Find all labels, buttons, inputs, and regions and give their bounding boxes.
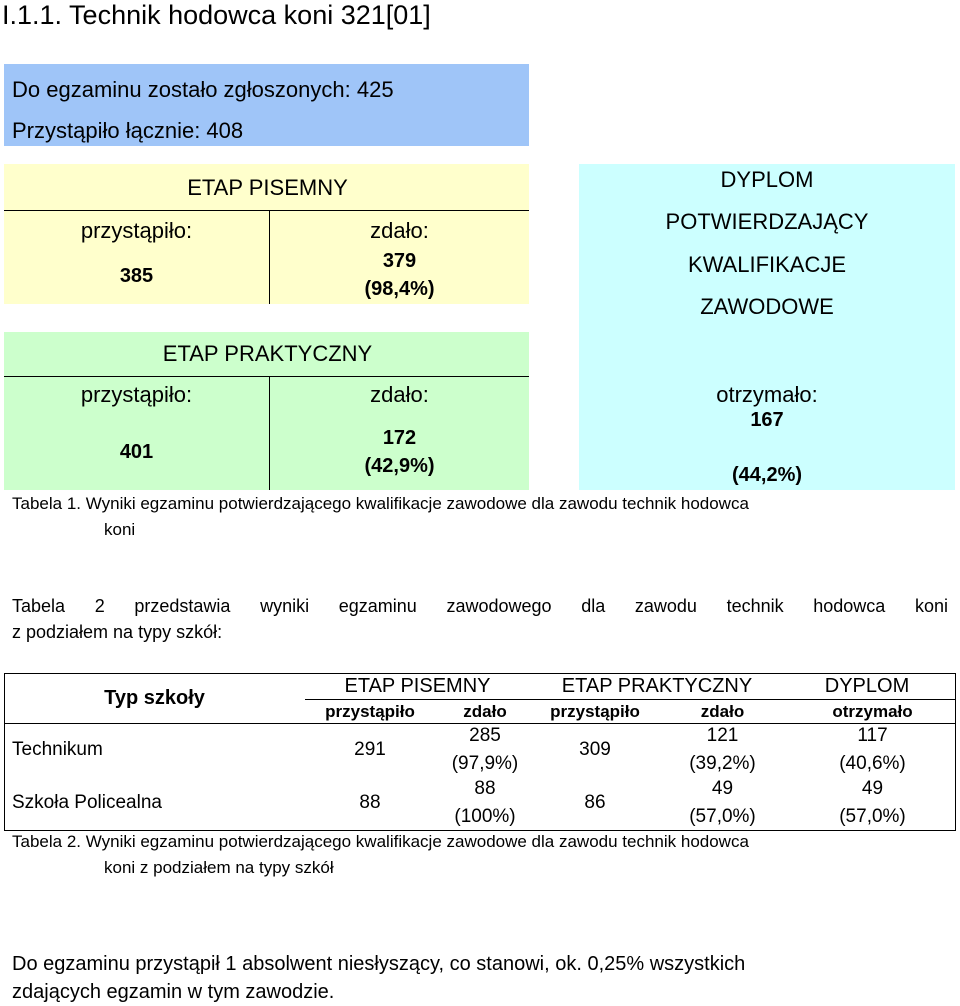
table-row-written-attended: 291 [354, 739, 386, 760]
diploma-received-pct: (44,2%) [731, 464, 803, 486]
table-row-written-attended: 88 [359, 792, 381, 813]
diploma-received-value: 167 [750, 409, 784, 431]
diploma-received-label: otrzymało: [716, 382, 818, 407]
footer-note-line1: Do egzaminu przystąpił 1 absolwent niesłyszący, co stanowi, ok. 0,25% wszystkich [12, 953, 746, 975]
total-attended: Przystąpiło łącznie: 408 [12, 118, 244, 143]
written-stage-title: ETAP PISEMNY [187, 175, 348, 200]
table-row-practical-attended: 309 [579, 739, 611, 760]
page-title: I.1.1. Technik hodowca koni 321[01] [2, 0, 431, 30]
table-row-practical-attended: 86 [584, 792, 606, 813]
practical-passed-value: 172 [382, 427, 417, 449]
header-school-type: Typ szkoły [104, 687, 205, 709]
written-attended-label: przystąpiło: [80, 218, 193, 243]
diploma-title-line1: DYPLOM [720, 167, 814, 192]
table-row-diploma-pct: (40,6%) [839, 753, 906, 774]
footer-note-line2: zdających egzamin w tym zawodzie. [12, 981, 335, 1003]
diploma-title-line4: ZAWODOWE [700, 294, 834, 319]
registered-count: Do egzaminu zostało zgłoszonych: 425 [12, 77, 394, 102]
practical-passed-pct: (42,9%) [364, 455, 435, 477]
summary-box [4, 64, 529, 146]
header-practical: ETAP PRAKTYCZNY [561, 675, 753, 697]
divider [4, 210, 529, 211]
written-attended-value: 385 [119, 265, 154, 287]
table-row-practical-pct: (57,0%) [689, 806, 756, 827]
diploma-title-line3: KWALIFIKACJE [687, 252, 847, 277]
footer-note [12, 950, 745, 1006]
divider [4, 376, 529, 377]
practical-stage-title: ETAP PRAKTYCZNY [162, 341, 373, 366]
table-row-written-passed: 285 [469, 725, 501, 746]
practical-attended-value: 401 [119, 441, 154, 463]
table-row-written-passed: 88 [474, 778, 496, 799]
practical-passed-label: zdało: [370, 382, 429, 407]
subheader-diploma-received: otrzymało [832, 702, 913, 721]
table-row-practical-passed: 121 [706, 725, 739, 746]
table-row-written-pct: (97,9%) [451, 753, 519, 774]
subheader-practical-attended: przystąpiło [550, 702, 640, 721]
subheader-written-passed: zdało [463, 702, 507, 721]
table2-caption-line1: Tabela 2. Wyniki egzaminu potwierdzającego kwalifikacje zawodowe dla zawodu technik hodowca [12, 832, 749, 851]
written-passed-pct: (98,4%) [364, 278, 435, 300]
subheader-practical-passed: zdało [700, 702, 745, 721]
table-row-diploma-pct: (57,0%) [839, 806, 906, 827]
table-row-diploma-received: 117 [857, 725, 888, 746]
table-row-school: Technikum [12, 739, 103, 760]
diploma-title-line2: POTWIERDZAJĄCY [665, 209, 869, 234]
practical-attended-label: przystąpiło: [80, 382, 193, 407]
intro-paragraph-line2: z podziałem na typy szkół: [12, 622, 223, 642]
table-row-diploma-received: 49 [861, 778, 884, 799]
table1-caption-line1: Tabela 1. Wyniki egzaminu potwierdzającego kwalifikacje zawodowe dla zawodu technik hodowca [12, 494, 749, 513]
table2-caption-line2: koni z podziałem na typy szkół [104, 858, 334, 877]
header-diploma: DYPLOM [824, 675, 910, 697]
subheader-written-attended: przystąpiło [325, 702, 415, 721]
table-row-written-pct: (100%) [454, 806, 516, 827]
table1-caption-line2: koni [104, 520, 136, 539]
written-passed-label: zdało: [370, 218, 429, 243]
table-row-practical-passed: 49 [711, 778, 734, 799]
header-written: ETAP PISEMNY [344, 675, 491, 697]
table-row-practical-pct: (39,2%) [689, 753, 756, 774]
written-passed-value: 379 [382, 250, 417, 272]
table-row-school: Szkoła Policealna [12, 792, 162, 813]
intro-paragraph-line1: Tabela 2 przedstawia wyniki egzaminu zawodowego dla zawodu technik hodowca koni [12, 596, 948, 616]
